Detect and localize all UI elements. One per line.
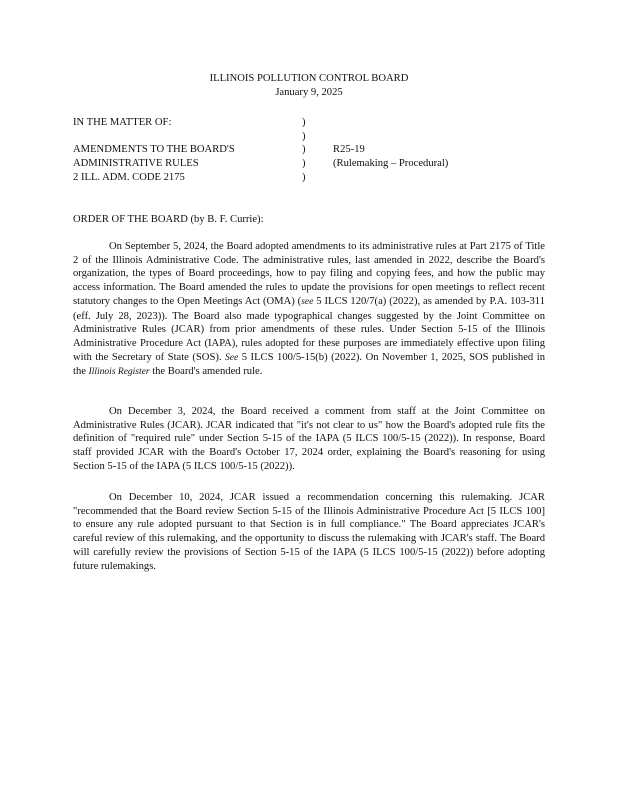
caption-line-amendments: AMENDMENTS TO THE BOARD'S [73,144,235,155]
caption-paren: ) [302,158,306,169]
caption-line-matter: IN THE MATTER OF: [73,117,172,128]
body-paragraph-2: On December 3, 2024, the Board received a comment from staff at the Joint Committee on Administrative Rules (JCAR). JCAR indicated that "it's not clear to us" how the Board's adopted rule fits the definition of "required rule" under Section 5-15 of the IAPA (5 ILCS 100/5-15 (2022)). In response, Board staff provided JCAR with the Board's October 17, 2024 order, explaining the Board's reasoning for using Section 5-15 of the IAPA (5 ILCS 100/5-15 (2022)). [73,406,545,472]
body-paragraph-3: On December 10, 2024, JCAR issued a recommendation concerning this rulemaking. JCAR "recommended that the Board review Section 5-15 of the Illinois Administrative Procedure Act [5 ILCS 100] to ensure any rule adopted pursuant to that Section is in full compliance." The Board appreciates JCAR's careful review of this rulemaking, and the opportunity to discuss the rulemaking with JCAR's staff. The Board will carefully review the provisions of Section 5-15 of the IAPA (5 ILCS 100/5-15 (2022)) before adopting future rulemakings. [73,492,545,572]
caption-line-code: 2 ILL. ADM. CODE 2175 [73,172,185,183]
caption-paren: ) [302,117,306,128]
caption-paren: ) [302,144,306,155]
docket-type: (Rulemaking – Procedural) [333,158,449,169]
paragraph-text: 5 ILCS 120/7(a) (2022), as amended by P.A. 103-311 (eff. July 28, 2023)). The Board also made typographical changes suggested by the Joint Committee on Administrative Rules (JCAR) from prior amendments of these rules. Under Section 5-15 of the Illinois Administrative Procedure Act (IAPA), rules adopted for these purposes are immediately effective upon filing with the Secretary of State (SOS). [73,295,546,363]
order-heading: ORDER OF THE BOARD (by B. F. Currie): [73,214,264,225]
citation-signal: see [301,296,314,307]
docket-number: R25-19 [333,144,365,155]
caption-paren: ) [302,172,306,183]
body-paragraph-1 [73,240,545,380]
publication-title: Illinois Register [88,367,150,378]
caption-line-administrative: ADMINISTRATIVE RULES [73,158,199,169]
paragraph-text: 5 ILCS 100/5-15(b) (2022). On November 1, 2025, SOS published in the [73,351,545,378]
paragraph-text: On September 5, 2024, the Board adopted amendments to its administrative rules at Part 2175 of Title 2 of the Illinois Administrative Code. The administrative rules, last amended in 2022, describe the Board's organization, the types of Board proceedings, how to pay filing and copying fees, and how the public may access information. The Board amended the rules to update the provisions for open meetings to reflect recent statutory changes to the Open Meetings Act (OMA) ( [73,241,545,307]
board-name-heading: ILLINOIS POLLUTION CONTROL BOARD [209,73,409,84]
paragraph-text: the Board's amended rule. [149,366,263,378]
caption-paren: ) [302,131,306,142]
citation-signal: See [225,352,239,363]
order-date: January 9, 2025 [275,87,343,98]
